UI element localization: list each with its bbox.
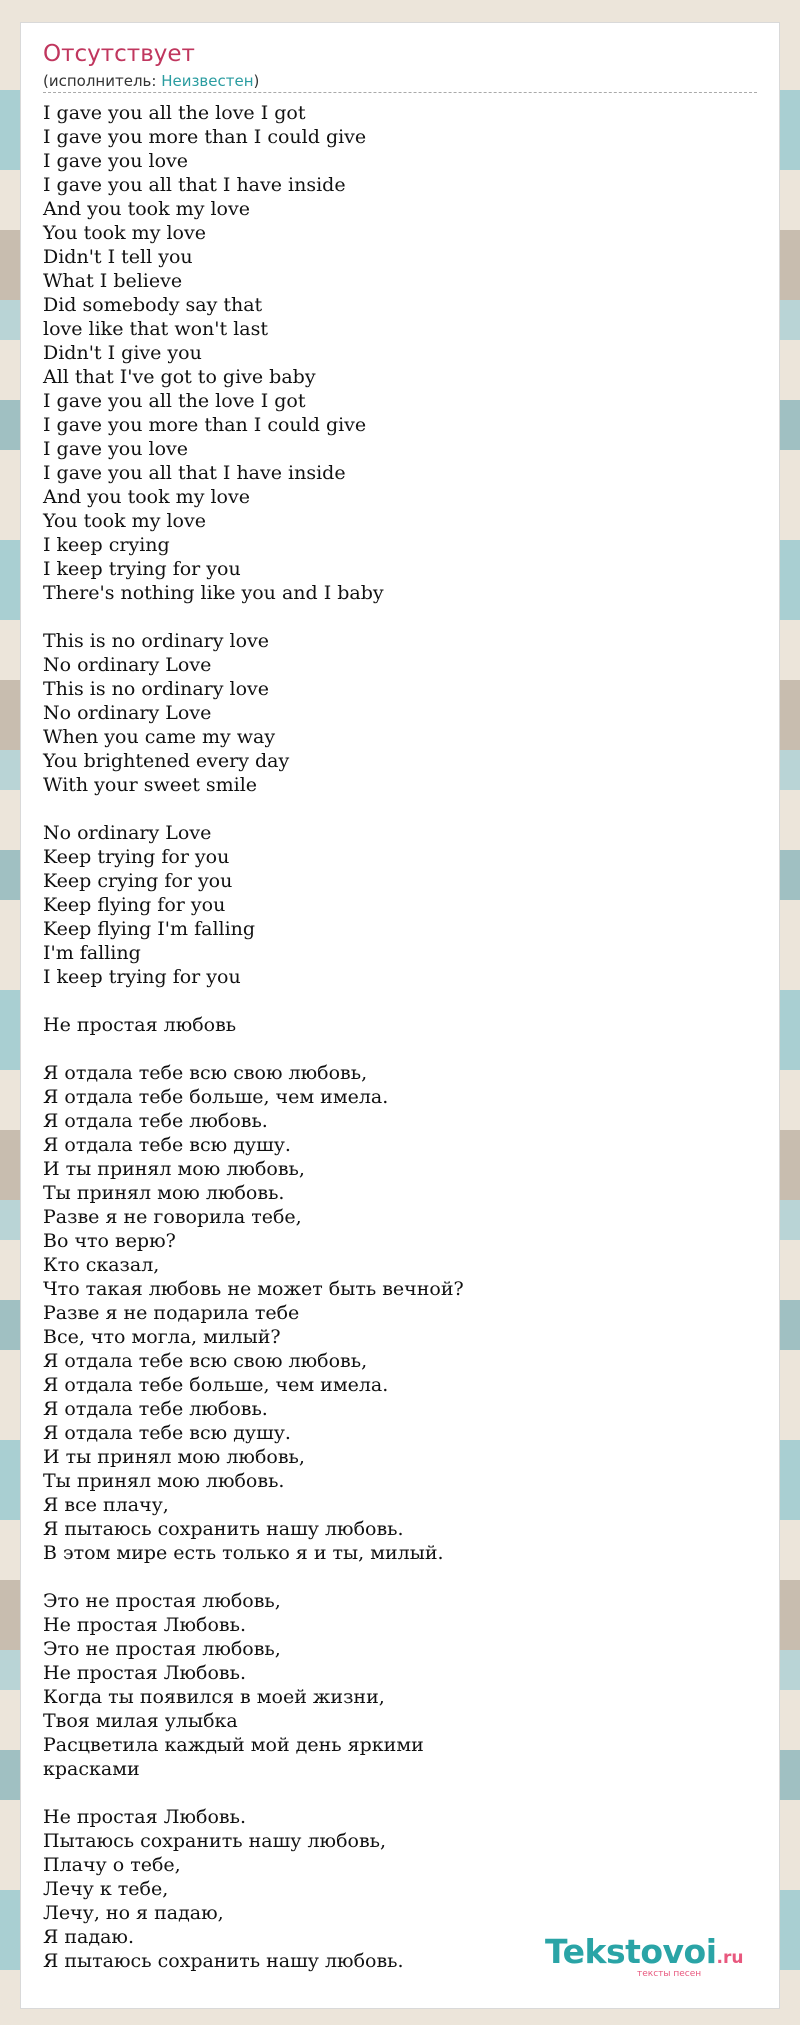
lyric-line: I'm falling xyxy=(43,942,141,964)
lyric-line: И ты принял мою любовь, xyxy=(43,1158,305,1180)
lyric-line: Твоя милая улыбка xyxy=(43,1710,238,1732)
lyric-line: Не простая Любовь. xyxy=(43,1662,246,1684)
lyric-line: When you came my way xyxy=(43,726,276,748)
artist-suffix: ) xyxy=(253,72,260,90)
lyric-line: Ты принял мою любовь. xyxy=(43,1470,285,1492)
lyric-line: And you took my love xyxy=(43,486,250,508)
artist-link[interactable]: Неизвестен xyxy=(161,72,254,90)
lyric-line: Я отдала тебе больше, чем имела. xyxy=(43,1086,389,1108)
logo-tagline: тексты песен xyxy=(637,1969,702,1979)
lyric-line: I gave you all the love I got xyxy=(43,390,306,412)
lyric-line: I gave you all that I have inside xyxy=(43,462,346,484)
lyric-line: Didn't I tell you xyxy=(43,246,193,268)
lyric-line: Keep flying for you xyxy=(43,894,226,916)
lyric-line: Разве я не говорила тебе, xyxy=(43,1206,302,1228)
lyric-line: No ordinary Love xyxy=(43,654,212,676)
lyric-line: Когда ты появился в моей жизни, xyxy=(43,1686,385,1708)
lyric-line: Keep crying for you xyxy=(43,870,233,892)
lyric-line: This is no ordinary love xyxy=(43,678,270,700)
lyric-line: Что такая любовь не может быть вечной? xyxy=(43,1278,464,1300)
lyric-line: Я все плачу, xyxy=(43,1494,169,1516)
lyric-line: Я отдала тебе всю свою любовь, xyxy=(43,1062,368,1084)
lyric-line: I gave you all that I have inside xyxy=(43,174,346,196)
lyric-line: I gave you love xyxy=(43,150,188,172)
lyric-line: I gave you all the love I got xyxy=(43,102,306,124)
lyric-line: I gave you more than I could give xyxy=(43,126,367,148)
lyric-line: No ordinary Love xyxy=(43,822,212,844)
lyric-line: Все, что могла, милый? xyxy=(43,1326,281,1348)
lyric-line: Разве я не подарила тебе xyxy=(43,1302,300,1324)
lyric-blank-line xyxy=(43,605,464,629)
lyric-line: Это не простая любовь, xyxy=(43,1638,281,1660)
lyric-line: love like that won't last xyxy=(43,318,268,340)
lyric-line: Я отдала тебе всю душу. xyxy=(43,1422,291,1444)
lyric-line: Кто сказал, xyxy=(43,1254,160,1276)
lyric-line: Не простая любовь xyxy=(43,1014,237,1036)
lyric-line: I keep trying for you xyxy=(43,966,241,988)
lyric-blank-line xyxy=(43,989,464,1013)
lyric-line: Во что верю? xyxy=(43,1230,176,1252)
lyric-blank-line xyxy=(43,1037,464,1061)
lyric-line: You took my love xyxy=(43,222,206,244)
lyric-line: Keep flying I'm falling xyxy=(43,918,256,940)
logo-tld: .ru xyxy=(716,1948,744,1968)
lyric-line: Пытаюсь сохранить нашу любовь, xyxy=(43,1830,387,1852)
lyric-line: With your sweet smile xyxy=(43,774,258,796)
lyric-line: Did somebody say that xyxy=(43,294,263,316)
artist-line xyxy=(43,72,757,93)
lyric-line: Я падаю. xyxy=(43,1926,134,1948)
lyric-line: Лечу к тебе, xyxy=(43,1878,169,1900)
lyric-line: I keep trying for you xyxy=(43,558,241,580)
lyric-line: Не простая Любовь. xyxy=(43,1614,246,1636)
lyric-line: And you took my love xyxy=(43,198,250,220)
lyric-line: Плачу о тебе, xyxy=(43,1854,181,1876)
lyric-line: Я отдала тебе всю свою любовь, xyxy=(43,1350,368,1372)
lyrics-text xyxy=(43,101,464,1973)
lyric-line: Я отдала тебе любовь. xyxy=(43,1110,268,1132)
lyric-line: Это не простая любовь, xyxy=(43,1590,281,1612)
logo-name: Tekstovoi xyxy=(545,1932,717,1971)
lyric-line: Keep trying for you xyxy=(43,846,230,868)
lyric-line: Я отдала тебе любовь. xyxy=(43,1398,268,1420)
lyric-blank-line xyxy=(43,1565,464,1589)
lyric-line: I gave you more than I could give xyxy=(43,414,367,436)
lyric-blank-line xyxy=(43,1781,464,1805)
lyric-line: В этом мире есть только я и ты, милый. xyxy=(43,1542,444,1564)
artist-prefix: (исполнитель: xyxy=(43,72,162,90)
lyric-line: I gave you love xyxy=(43,438,188,460)
lyric-line: Я пытаюсь сохранить нашу любовь. xyxy=(43,1950,404,1972)
lyric-line: There's nothing like you and I baby xyxy=(43,582,384,604)
lyric-line: Ты принял мою любовь. xyxy=(43,1182,285,1204)
lyric-line: You brightened every day xyxy=(43,750,290,772)
lyric-line: You took my love xyxy=(43,510,206,532)
lyric-line: И ты принял мою любовь, xyxy=(43,1446,305,1468)
song-title: Отсутствует xyxy=(43,41,195,67)
lyric-line: Лечу, но я падаю, xyxy=(43,1902,224,1924)
lyric-line: Я отдала тебе всю душу. xyxy=(43,1134,291,1156)
lyric-line: Didn't I give you xyxy=(43,342,202,364)
lyric-blank-line xyxy=(43,797,464,821)
lyric-line: No ordinary Love xyxy=(43,702,212,724)
lyric-line: Я отдала тебе больше, чем имела. xyxy=(43,1374,389,1396)
lyric-line: Я пытаюсь сохранить нашу любовь. xyxy=(43,1518,404,1540)
lyric-line: I keep crying xyxy=(43,534,170,556)
lyrics-card xyxy=(20,22,780,2009)
lyric-line: What I believe xyxy=(43,270,183,292)
lyric-line: All that I've got to give baby xyxy=(43,366,316,388)
site-logo[interactable] xyxy=(545,1932,744,1979)
lyric-line: красками xyxy=(43,1758,140,1780)
lyric-line: Расцветила каждый мой день яркими xyxy=(43,1734,424,1756)
lyric-line: Не простая Любовь. xyxy=(43,1806,246,1828)
lyric-line: This is no ordinary love xyxy=(43,630,270,652)
